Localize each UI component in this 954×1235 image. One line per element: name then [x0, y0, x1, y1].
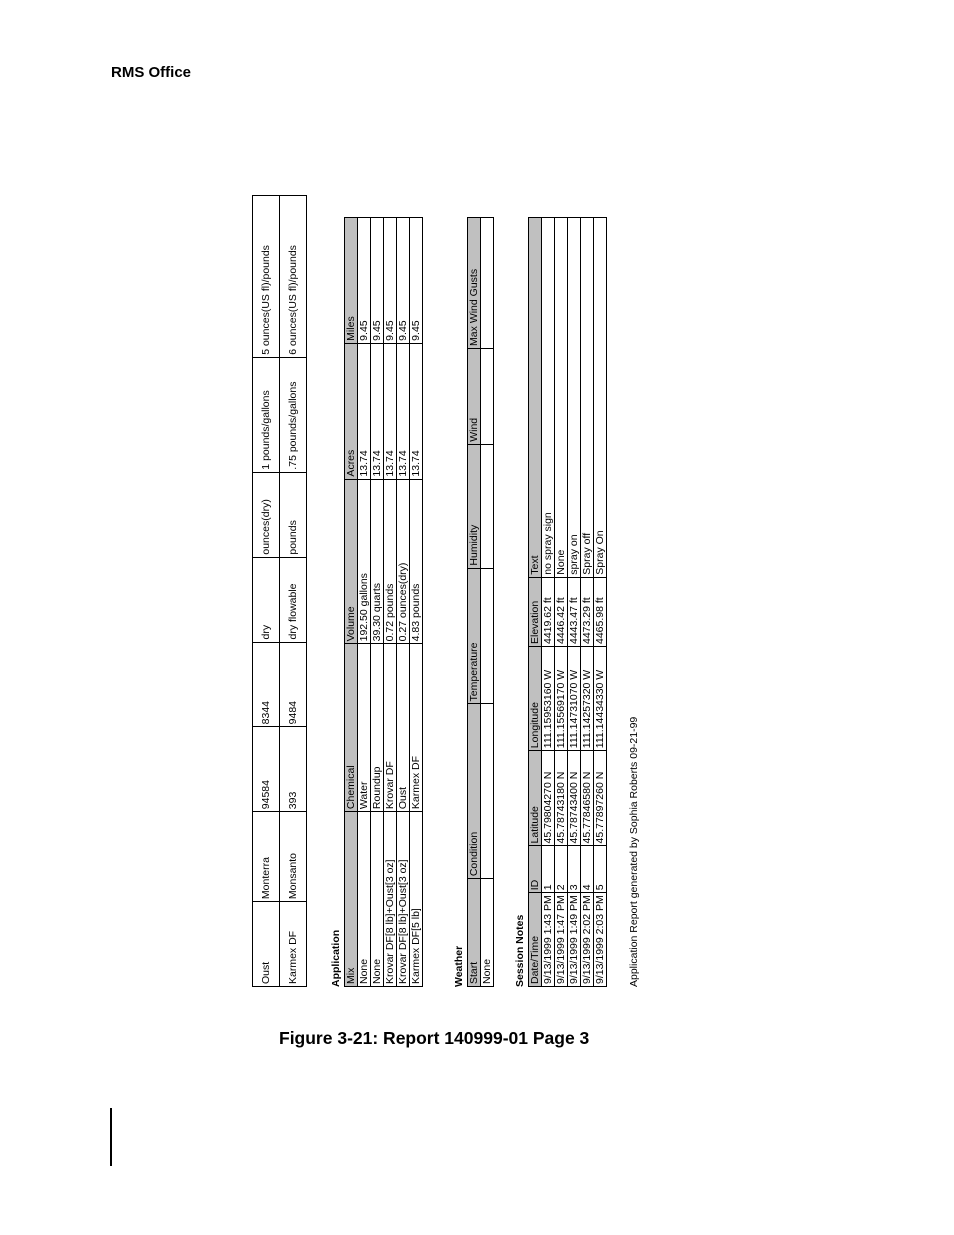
table-cell: 6 ounces(US fl)/pounds: [280, 196, 307, 358]
table-row: [481, 218, 494, 987]
margin-rule: [110, 1108, 112, 1166]
table-cell: 9/13/1999 2:02 PM: [581, 893, 594, 987]
table-cell: [481, 568, 494, 704]
table-cell: 111.14731070 W: [568, 647, 581, 751]
column-header: Latitude: [529, 751, 542, 846]
table-cell: 13.74: [384, 343, 397, 479]
figure-caption: Figure 3-21: Report 140999-01 Page 3: [279, 1028, 590, 1048]
table-row: [568, 218, 581, 987]
table-cell: Krovar DF: [384, 644, 397, 812]
column-header: Volume: [345, 479, 358, 644]
column-header: Humidity: [468, 444, 481, 568]
table-cell: 4.83 pounds: [410, 479, 423, 644]
table-cell: 13.74: [410, 343, 423, 479]
column-header: Start: [468, 879, 481, 987]
report-page-image: [250, 195, 650, 987]
table-cell: ounces(dry): [253, 472, 280, 557]
column-header: Max Wind Gusts: [468, 218, 481, 349]
table-cell: no spray sign: [542, 218, 555, 578]
table-row: [397, 218, 410, 987]
table-cell: None: [371, 812, 384, 987]
table-cell: Krovar DF[8 lb]+Oust[3 oz]: [397, 812, 410, 987]
table-cell: 45.78743400 N: [568, 751, 581, 846]
table-cell: 4: [581, 846, 594, 893]
table-cell: 192.50 gallons: [358, 479, 371, 644]
application-table: [344, 217, 423, 987]
table-cell: 4443.47 ft: [568, 577, 581, 646]
table-cell: 9/13/1999 2:03 PM: [594, 893, 607, 987]
table-cell: 2: [555, 846, 568, 893]
table-row: [384, 218, 397, 987]
column-header: ID: [529, 846, 542, 893]
table-cell: 9.45: [358, 218, 371, 344]
table-cell: 39.30 quarts: [371, 479, 384, 644]
table-row: [280, 196, 307, 987]
table-cell: 5 ounces(US fl)/pounds: [253, 196, 280, 358]
table-cell: 9/13/1999 1:43 PM: [542, 893, 555, 987]
table-row: [371, 218, 384, 987]
table-row: [358, 218, 371, 987]
rotated-report: [250, 195, 650, 987]
table-row: [542, 218, 555, 987]
table-cell: 111.15953160 W: [542, 647, 555, 751]
table-cell: [481, 218, 494, 349]
table-cell: 13.74: [371, 343, 384, 479]
table-cell: 45.77897260 N: [594, 751, 607, 846]
table-cell: .75 pounds/gallons: [280, 357, 307, 472]
header-row: [345, 218, 358, 987]
table-cell: 9.45: [371, 218, 384, 344]
table-row: [410, 218, 423, 987]
table-cell: 45.78743180 N: [555, 751, 568, 846]
table-row: [581, 218, 594, 987]
table-cell: Oust: [397, 644, 410, 812]
table-cell: 3: [568, 846, 581, 893]
table-cell: 9/13/1999 1:49 PM: [568, 893, 581, 987]
session-notes-table: [528, 217, 607, 987]
table-cell: 4473.29 ft: [581, 577, 594, 646]
table-cell: pounds: [280, 472, 307, 557]
table-cell: 8344: [253, 642, 280, 727]
table-cell: Oust: [253, 902, 280, 987]
page-header: RMS Office: [111, 64, 192, 81]
table-cell: [481, 704, 494, 879]
table-row: [594, 218, 607, 987]
table-cell: Monterra: [253, 812, 280, 902]
header-row: [529, 218, 542, 987]
column-header: Miles: [345, 218, 358, 344]
column-header: Longitude: [529, 647, 542, 751]
table-cell: 393: [280, 727, 307, 812]
table-cell: Karmex DF[5 lb]: [410, 812, 423, 987]
table-cell: Krovar DF[8 lb]+Oust[3 oz]: [384, 812, 397, 987]
table-cell: Spray off: [581, 218, 594, 578]
table-cell: None: [481, 879, 494, 987]
chemical-product-table: [252, 195, 307, 987]
table-cell: 1 pounds/gallons: [253, 357, 280, 472]
column-header: Condition: [468, 704, 481, 879]
table-cell: 111.15569170 W: [555, 647, 568, 751]
table-cell: 111.14257320 W: [581, 647, 594, 751]
application-title: Application: [330, 929, 342, 987]
table-cell: 4419.62 ft: [542, 577, 555, 646]
weather-title: Weather: [453, 945, 465, 987]
table-cell: 9/13/1999 1:47 PM: [555, 893, 568, 987]
column-header: Text: [529, 218, 542, 578]
table-cell: Monsanto: [280, 812, 307, 902]
table-cell: Roundup: [371, 644, 384, 812]
table-cell: 4446.42 ft: [555, 577, 568, 646]
session-notes-title: Session Notes: [514, 914, 526, 987]
report-footer: Application Report generated by Sophia Roberts 09-21-99: [628, 716, 640, 987]
table-cell: dry: [253, 557, 280, 642]
table-cell: 1: [542, 846, 555, 893]
table-cell: [481, 444, 494, 568]
table-cell: Water: [358, 644, 371, 812]
table-row: [253, 196, 280, 987]
table-cell: 0.72 pounds: [384, 479, 397, 644]
table-row: [555, 218, 568, 987]
table-cell: [481, 348, 494, 444]
table-cell: 5: [594, 846, 607, 893]
table-cell: None: [358, 812, 371, 987]
table-cell: 9.45: [397, 218, 410, 344]
table-cell: 45.79804270 N: [542, 751, 555, 846]
header-row: [468, 218, 481, 987]
table-cell: Spray On: [594, 218, 607, 578]
table-cell: spray on: [568, 218, 581, 578]
table-cell: dry flowable: [280, 557, 307, 642]
table-cell: Karmex DF: [280, 902, 307, 987]
table-cell: 111.14434330 W: [594, 647, 607, 751]
table-cell: 9.45: [410, 218, 423, 344]
column-header: Chemical: [345, 644, 358, 812]
column-header: Temperature: [468, 568, 481, 704]
column-header: Date/Time: [529, 893, 542, 987]
column-header: Acres: [345, 343, 358, 479]
table-cell: 13.74: [397, 343, 410, 479]
table-cell: 4465.98 ft: [594, 577, 607, 646]
column-header: Elevation: [529, 577, 542, 646]
table-cell: 45.77846580 N: [581, 751, 594, 846]
table-cell: 9484: [280, 642, 307, 727]
table-cell: 13.74: [358, 343, 371, 479]
column-header: Wind: [468, 348, 481, 444]
table-cell: None: [555, 218, 568, 578]
table-cell: 94584: [253, 727, 280, 812]
weather-table: [467, 217, 494, 987]
column-header: Mix: [345, 812, 358, 987]
table-cell: 0.27 ounces(dry): [397, 479, 410, 644]
table-cell: Karmex DF: [410, 644, 423, 812]
table-cell: 9.45: [384, 218, 397, 344]
